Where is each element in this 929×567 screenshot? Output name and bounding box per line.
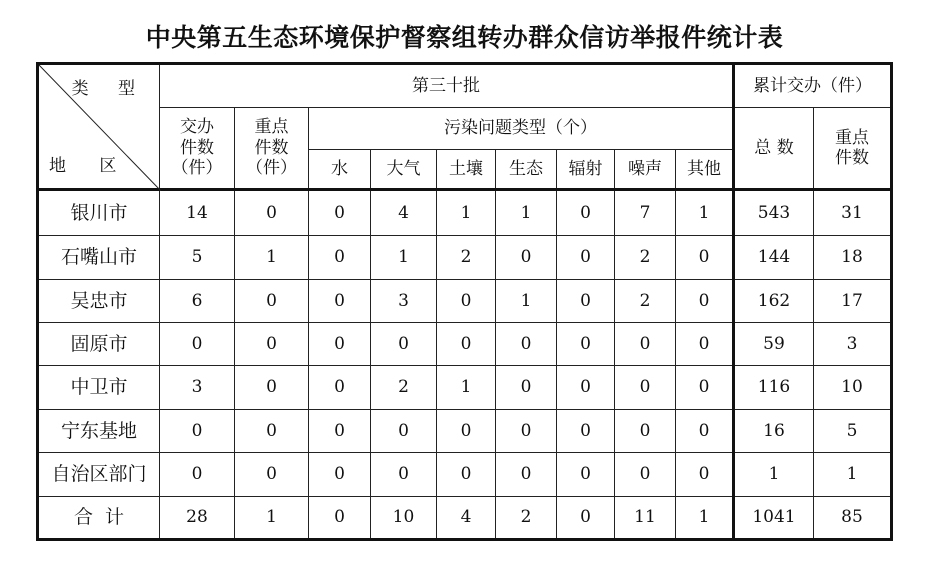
cell-value: 0 [615,453,676,497]
total-row [38,497,892,540]
cell-value: 0 [676,366,734,410]
cell-value: 1 [496,280,557,323]
type-water: 水 [309,150,371,190]
cell-value: 14 [160,190,235,236]
table-row [38,236,892,280]
table-row [38,366,892,410]
cell-value: 28 [160,497,235,540]
cell-value: 0 [371,323,437,366]
cell-value: 1 [437,366,496,410]
key-total-header: 重点 件数 [814,108,892,190]
cell-key-total: 85 [814,497,892,540]
cell-value: 0 [309,190,371,236]
cell-value: 0 [160,453,235,497]
assigned-count-header: 交办 件数 （件） [160,108,235,190]
table-row [38,280,892,323]
page-title: 中央第五生态环境保护督察组转办群众信访举报件统计表 [145,23,784,52]
cell-value: 0 [615,323,676,366]
cell-value: 0 [615,410,676,453]
type-ecology: 生态 [496,150,557,190]
cell-value: 0 [235,410,309,453]
cell-value: 0 [160,410,235,453]
cell-value: 6 [160,280,235,323]
type-radiation: 辐射 [557,150,615,190]
region-name: 宁东基地 [38,410,160,453]
cell-total: 162 [734,280,814,323]
cell-value: 0 [676,236,734,280]
cell-value: 4 [437,497,496,540]
cell-total: 543 [734,190,814,236]
cell-value: 0 [557,323,615,366]
cell-value: 0 [371,410,437,453]
cell-total: 116 [734,366,814,410]
cell-value: 7 [615,190,676,236]
cell-value: 3 [160,366,235,410]
table-row [38,323,892,366]
key-count-header: 重点 件数 （件） [235,108,309,190]
cell-value: 2 [437,236,496,280]
cell-value: 0 [235,280,309,323]
cell-value: 0 [160,323,235,366]
cell-value: 0 [496,453,557,497]
cell-value: 0 [557,410,615,453]
cell-total: 1 [734,453,814,497]
cell-value: 0 [309,410,371,453]
cell-total: 59 [734,323,814,366]
cell-value: 0 [309,497,371,540]
cell-value: 1 [676,190,734,236]
region-name: 中卫市 [38,366,160,410]
cell-value: 1 [371,236,437,280]
cell-value: 11 [615,497,676,540]
cell-total: 16 [734,410,814,453]
cell-value: 1 [235,497,309,540]
cell-value: 0 [557,366,615,410]
cell-key-total: 3 [814,323,892,366]
cell-value: 0 [235,366,309,410]
cell-value: 0 [235,190,309,236]
region-name: 固原市 [38,323,160,366]
cell-value: 2 [371,366,437,410]
cell-value: 0 [309,453,371,497]
cell-value: 0 [676,453,734,497]
total-row-label: 合 计 [38,497,160,540]
table-row [38,453,892,497]
pollution-types-header: 污染问题类型（个） [309,108,734,150]
cell-total: 144 [734,236,814,280]
type-noise: 噪声 [615,150,676,190]
cell-value: 0 [496,236,557,280]
cell-key-total: 31 [814,190,892,236]
cell-key-total: 1 [814,453,892,497]
table-row [38,410,892,453]
cell-value: 0 [235,323,309,366]
cell-value: 0 [309,236,371,280]
cell-value: 2 [615,280,676,323]
cell-value: 1 [676,497,734,540]
cell-key-total: 18 [814,236,892,280]
cell-value: 0 [235,453,309,497]
table-row [38,190,892,236]
cell-value: 5 [160,236,235,280]
cell-total: 1041 [734,497,814,540]
cell-value: 1 [235,236,309,280]
cell-value: 0 [496,410,557,453]
cell-value: 0 [309,366,371,410]
cell-value: 0 [437,323,496,366]
cell-value: 2 [615,236,676,280]
cell-value: 0 [437,410,496,453]
cell-value: 0 [309,323,371,366]
cell-value: 0 [309,280,371,323]
total-header: 总 数 [734,108,814,190]
cell-value: 1 [496,190,557,236]
type-soil: 土壤 [437,150,496,190]
corner-region-label: 地 区 [49,155,131,176]
cell-value: 0 [557,280,615,323]
cell-value: 0 [557,236,615,280]
region-name: 自治区部门 [38,453,160,497]
cell-key-total: 5 [814,410,892,453]
cell-value: 0 [496,323,557,366]
batch-header: 第三十批 [160,64,734,108]
type-air: 大气 [371,150,437,190]
corner-type-label: 类 型 [71,79,147,99]
cell-value: 2 [496,497,557,540]
cell-value: 1 [437,190,496,236]
cell-value: 10 [371,497,437,540]
cell-value: 3 [371,280,437,323]
cell-value: 0 [437,280,496,323]
cell-value: 0 [676,280,734,323]
cell-value: 0 [496,366,557,410]
region-name: 石嘴山市 [38,236,160,280]
cell-value: 0 [437,453,496,497]
cell-value: 0 [371,453,437,497]
statistics-table [36,62,893,541]
cell-value: 0 [557,497,615,540]
cell-key-total: 10 [814,366,892,410]
cell-value: 0 [676,323,734,366]
cell-value: 0 [557,190,615,236]
type-other: 其他 [676,150,734,190]
cell-value: 4 [371,190,437,236]
cell-value: 0 [557,453,615,497]
cell-value: 0 [676,410,734,453]
cumulative-header: 累计交办（件） [734,64,892,108]
region-name: 吴忠市 [38,280,160,323]
cell-value: 0 [615,366,676,410]
region-name: 银川市 [38,190,160,236]
corner-header-cell [38,64,160,190]
cell-key-total: 17 [814,280,892,323]
